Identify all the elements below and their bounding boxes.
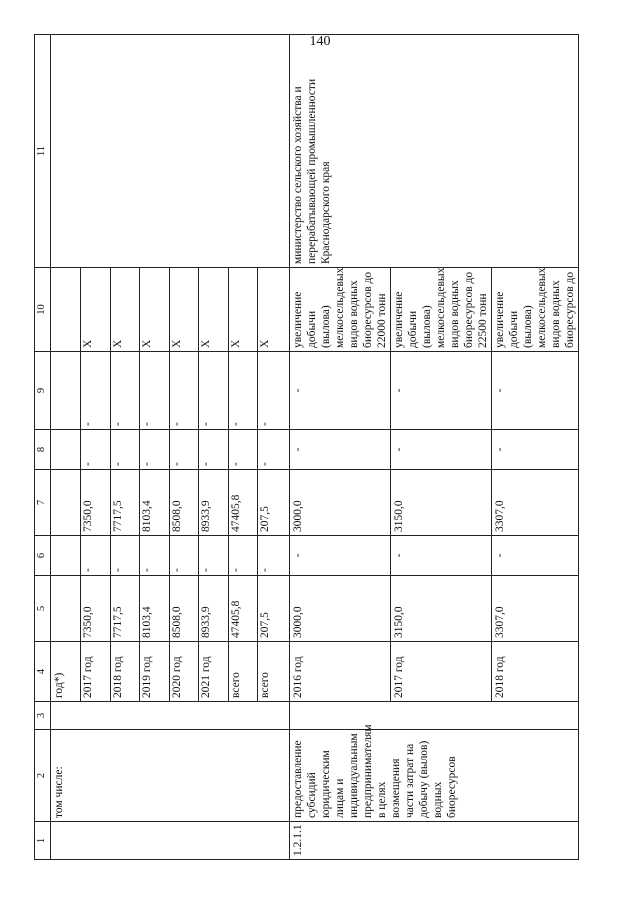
col7-stack [50,470,289,536]
cell-empty [50,822,289,860]
col6-stack [50,536,289,576]
value-cell [52,268,82,351]
value-cell: 8933,9 [199,470,229,535]
year-cell: 2018 год [111,642,141,701]
cell-empty [50,35,289,268]
value-cell: 3000,0 [289,576,390,642]
col10-stack [50,268,289,352]
value-cell: 7717,5 [111,470,141,535]
col-number-2: 2 [35,730,51,822]
value-cell: X [140,268,170,351]
value-cell: - [140,430,170,469]
value-cell [52,536,82,575]
table-row-subtotal [50,35,289,860]
value-cell: 3307,0 [492,470,579,536]
year-cell: год*) [52,642,82,701]
col-number-5: 5 [35,576,51,642]
subtotal-label: том числе: [50,730,289,822]
value-cell: 3000,0 [289,470,390,536]
year-cell: всего [259,672,272,698]
col-number-10: 10 [35,268,51,352]
value-cell: - [259,462,272,466]
value-cell: 207,5 [259,612,272,638]
value-cell: 47405,8 [229,470,259,535]
value-cell [52,576,82,641]
year-cell: всего [229,642,259,701]
col-number-11: 11 [35,35,51,268]
year-cell: 2017 год [81,642,111,701]
value-cell: - [111,430,141,469]
col-number-4: 4 [35,642,51,702]
col-number-7: 7 [35,470,51,536]
value-cell: - [140,352,170,429]
value-cell: 3150,0 [390,576,491,642]
col5-stack [50,576,289,642]
value-cell: 207,5 [259,506,272,532]
value-cell: - [259,422,272,426]
value-cell: - [259,568,272,572]
column-number-row [35,35,51,860]
table-row-measure-2016 [289,35,390,860]
result-cell: увеличение добычи (вылова) мелкосельдевых видов водных биоресурсов до 22000 тонн [289,268,390,352]
value-cell: - [81,536,111,575]
value-cell: 7717,5 [111,576,141,641]
value-cell: - [492,352,579,430]
value-cell: X [81,268,111,351]
col-number-9: 9 [35,352,51,430]
col-number-3: 3 [35,702,51,730]
col8-stack [50,430,289,470]
value-cell: X [199,268,229,351]
value-cell: - [390,536,491,576]
value-cell: 8933,9 [199,576,229,641]
value-cell: - [289,352,390,430]
value-cell: - [289,536,390,576]
value-cell: - [111,536,141,575]
value-cell: - [492,536,579,576]
year-cell: 2018 год [492,642,579,702]
value-cell: 8103,4 [140,470,170,535]
value-cell: - [199,352,229,429]
value-cell: 3150,0 [390,470,491,536]
result-cell: увеличение добычи (вылова) мелкосельдевых видов водных биоресурсов до 22500 тонн [390,268,491,352]
value-cell [52,430,82,469]
cell-empty [50,702,289,730]
value-cell: 7350,0 [81,470,111,535]
value-cell: X [111,268,141,351]
col-number-8: 8 [35,430,51,470]
measure-number: 1.2.1.1 [289,822,578,860]
value-cell: 8103,4 [140,576,170,641]
cell-empty [289,702,578,730]
rotated-table-scan [34,75,577,860]
value-cell [52,352,82,429]
value-cell: - [229,430,259,469]
value-cell: - [199,430,229,469]
value-cell: - [81,430,111,469]
value-cell: - [289,430,390,470]
value-cell: - [390,430,491,470]
value-cell: - [199,536,229,575]
year-cell: 2020 год [170,642,200,701]
program-table [34,34,579,860]
value-cell: - [492,430,579,470]
year-cell: 2021 год [199,642,229,701]
col-number-1: 1 [35,822,51,860]
value-cell: 7350,0 [81,576,111,641]
value-cell [52,470,82,535]
year-stack [50,642,289,702]
year-cell: 2017 год [390,642,491,702]
value-cell: - [170,536,200,575]
value-cell: - [390,352,491,430]
value-cell: 8508,0 [170,576,200,641]
value-cell: 3307,0 [492,576,579,642]
col9-stack [50,352,289,430]
table-grid [34,75,577,860]
executor-cell: министерство сельского хозяйства и перерабатывающей промышленности Краснодарского края [289,35,578,268]
year-cell: 2019 год [140,642,170,701]
value-cell: - [111,352,141,429]
value-cell: - [170,430,200,469]
value-cell: X [259,339,272,348]
value-cell: 47405,8 [229,576,259,641]
year-cell: 2016 год [289,642,390,702]
col-number-6: 6 [35,536,51,576]
measure-name: предоставление субсидий юридическим лицам и индивидуальным предпринимателям в целях возмещения части затрат на добычу (вылов) водных биоресурсов [289,730,578,822]
value-cell: - [81,352,111,429]
value-cell: - [170,352,200,429]
value-cell: X [229,268,259,351]
value-cell: - [229,536,259,575]
result-cell: увеличение добычи (вылова) мелкосельдевых видов водных биоресурсов до [492,268,579,352]
value-cell: X [170,268,200,351]
page-number: 140 [309,34,331,49]
value-cell: 8508,0 [170,470,200,535]
value-cell: - [140,536,170,575]
value-cell: - [229,352,259,429]
